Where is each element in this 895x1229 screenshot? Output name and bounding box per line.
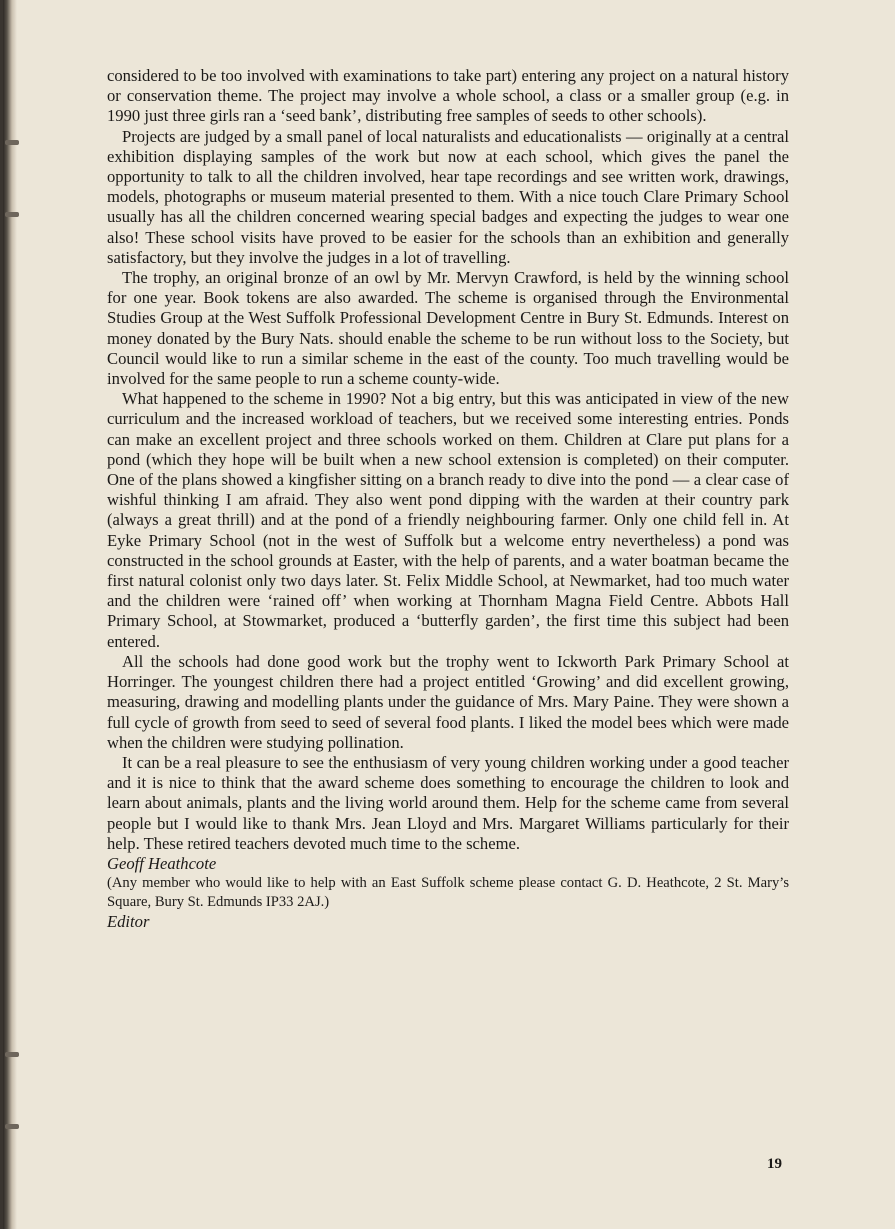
binding-staple bbox=[5, 1052, 19, 1057]
paragraph: The trophy, an original bronze of an owl by Mr. Mervyn Crawford, is held by the winning school for one year. Book tokens are also awarded. The scheme is organised through the Environmental Studies Group at the West Suffolk Professional Development Centre in Bury St. Edmunds. Interest on money donated by the Bury Nats. should enable the scheme to be run without loss to the Society, but Council would like to run a similar scheme in the east of the county. Too much travelling would be involved for the same people to run a scheme county-wide. bbox=[107, 268, 789, 389]
paragraph: It can be a real pleasure to see the enthusiasm of very young children working under a good teacher and it is nice to think that the award scheme does something to encourage the children to look and learn about animals, plants and the living world around them. Help for the scheme came from several people but I would like to thank Mrs. Jean Lloyd and Mrs. Margaret Williams particularly for their help. These retired teachers devoted much time to the scheme. bbox=[107, 752, 789, 853]
article-body bbox=[107, 66, 789, 932]
binding-staple bbox=[5, 212, 19, 217]
author-signature: Geoff Heathcote bbox=[107, 853, 217, 873]
paragraph: What happened to the scheme in 1990? Not a big entry, but this was anticipated in view of the new curriculum and the increased workload of teachers, but we received some interesting entries. Ponds can make an excellent project and three schools worked on them. Children at Clare put plans for a pond (which they hope will be built when a new school extension is completed) on their computer. One of the plans showed a kingfisher sitting on a branch ready to dive into the pond — a clear case of wishful thinking I am afraid. They also went pond dipping with the warden at their country park (always a great thrill) and at the pond of a friendly neighbouring farmer. Only one child fell in. At Eyke Primary School (not in the west of Suffolk but a welcome entry nevertheless) a pond was constructed in the school grounds at Easter, with the help of parents, and a water boatman became the first natural colonist only two days later. St. Felix Middle School, at Newmarket, had too much water and the children were ‘rained off’ when working at Thornham Magna Field Centre. Abbots Hall Primary School, at Stowmarket, produced a ‘butterfly garden’, the first time this subject had been entered. bbox=[107, 389, 789, 651]
contact-note: (Any member who would like to help with an East Suffolk scheme please contact G. D. Heathcote, 2 St. Mary’s Square, Bury St. Edmunds IP33 2AJ.) bbox=[107, 875, 789, 911]
paragraph: Projects are judged by a small panel of local naturalists and educationalists — originally at a central exhibition displaying samples of the work but now at each school, which gives the panel the opportunity to talk to all the children involved, hear tape recordings and see written work, drawings, models, photographs or museum material presented to them. With a nice touch Clare Primary School usually has all the children concerned wearing special badges and expecting the judges to wear one also! These school visits have proved to be easier for the schools than an exhibition and generally satisfactory, but they involve the judges in a lot of travelling. bbox=[107, 126, 789, 267]
editor-label: Editor bbox=[107, 912, 150, 932]
binding-staple bbox=[5, 140, 19, 145]
page-binding bbox=[3, 0, 17, 1229]
paragraph: All the schools had done good work but the trophy went to Ickworth Park Primary School at Horringer. The youngest children there had a project entitled ‘Growing’ and did excellent growing, measuring, drawing and modelling plants under the guidance of Mrs. Mary Paine. They were shown a full cycle of growth from seed to seed of several food plants. I liked the model bees which were made when the children were studying pollination. bbox=[107, 651, 789, 752]
binding-staple bbox=[5, 1124, 19, 1129]
page-number: 19 bbox=[767, 1156, 782, 1172]
paragraph: considered to be too involved with examinations to take part) entering any project on a natural history or conservation theme. The project may involve a whole school, a class or a smaller group (e.g. in 1990 just three girls ran a ‘seed bank’, distributing free samples of seeds to other schools). bbox=[107, 66, 789, 126]
